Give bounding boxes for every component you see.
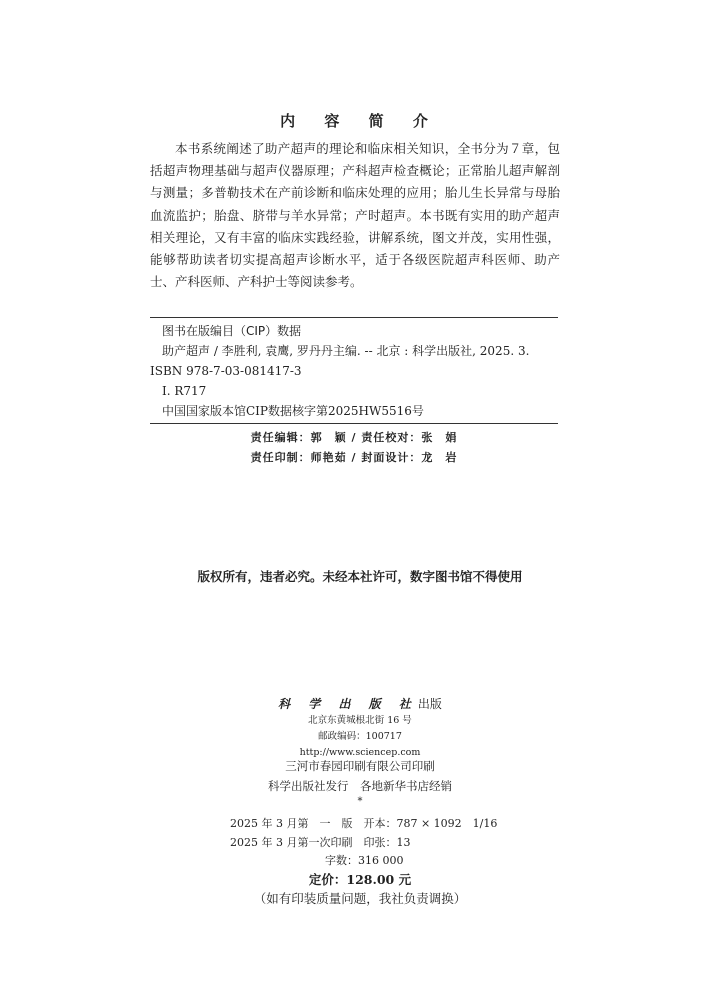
cip-bottom-rule bbox=[150, 423, 558, 424]
copyright-notice: 版权所有，违者必究。未经本社许可，数字图书馆不得使用 bbox=[197, 569, 523, 584]
summary-title: 内 容 简 介 bbox=[280, 112, 440, 130]
cip-classification: Ⅰ. R717 bbox=[162, 384, 207, 398]
price-label: 定价： bbox=[308, 872, 347, 887]
publisher-url: http://www.sciencep.com bbox=[299, 747, 421, 758]
cip-top-rule bbox=[150, 317, 558, 318]
edition-specs bbox=[230, 815, 530, 871]
printing-info bbox=[0, 756, 720, 796]
summary-paragraph: 本书系统阐述了助产超声的理论和临床相关知识，全书分为７章，包括超声物理基础与超声仪器原理；产科超声检查概论；正常胎儿超声解剖与测量；多普勒技术在产前诊断和临床处理的应用；胎儿生长异常与母胎血流监护；胎盘、脐带与羊水异常；产时超声。本书既有实用的助产超声相关理论，又有丰富的临床实践经验，讲解系统，图文并茂，实用性强，能够帮助读者切实提高超声诊断水平，适于各级医院超声科医师、助产士、产科医师、产科护士等阅读参考。 bbox=[150, 141, 560, 290]
quality-note: （如有印装质量问题，我社负责调换） bbox=[253, 891, 467, 906]
summary-text bbox=[150, 138, 560, 293]
credits-editors: 责任编辑：郭 颖 / 责任校对：张 娟 bbox=[250, 431, 458, 444]
editorial-credits bbox=[150, 428, 558, 468]
publisher-details bbox=[0, 713, 720, 761]
separator-mark: * bbox=[357, 796, 363, 807]
price-unit: 元 bbox=[394, 872, 412, 887]
publisher-line bbox=[0, 695, 720, 712]
edition-line: 2025 年 3 月第 一 版 开本：787 × 1092 1/16 bbox=[230, 817, 498, 830]
word-count: 字数：316 000 bbox=[325, 854, 404, 867]
distribution-line: 科学出版社发行 各地新华书店经销 bbox=[268, 779, 452, 793]
cip-bibliographic-line: 助产超声 / 李胜利, 袁鹰, 罗丹丹主编. -- 北京 : 科学出版社, 2025. 3. bbox=[162, 344, 530, 358]
publisher-address: 北京东黄城根北街 16 号 bbox=[308, 715, 412, 726]
publisher-postcode: 邮政编码：100717 bbox=[318, 731, 402, 742]
cip-record-number: 中国国家版本馆CIP数据核字第2025HW5516号 bbox=[162, 404, 424, 418]
printer-line: 三河市春园印刷有限公司印刷 bbox=[285, 759, 435, 773]
publisher-suffix: 出版 bbox=[417, 697, 442, 711]
credits-production: 责任印制：师艳茹 / 封面设计：龙 岩 bbox=[250, 451, 458, 464]
cip-isbn: ISBN 978-7-03-081417-3 bbox=[150, 364, 302, 378]
cip-heading: 图书在版编目（CIP）数据 bbox=[162, 324, 302, 338]
price-line bbox=[0, 870, 720, 888]
cip-block bbox=[150, 321, 558, 421]
publisher-logo-text: 科 学 出 版 社 bbox=[278, 697, 418, 711]
printing-line: 2025 年 3 月第一次印刷 印张：13 bbox=[230, 835, 411, 849]
price-value: 128.00 bbox=[346, 872, 395, 887]
